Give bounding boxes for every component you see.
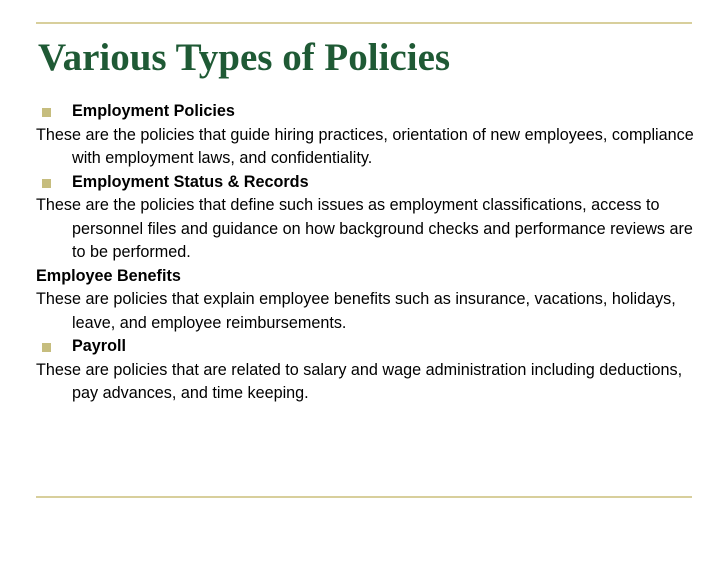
slide-title: Various Types of Policies: [38, 36, 451, 79]
square-bullet-icon: [42, 108, 51, 117]
section-heading-employee-benefits: [36, 265, 696, 289]
section-text-employment-policies: These are the policies that guide hiring practices, orientation of new employees, compliance with employment laws, and confidentiality.: [36, 125, 694, 167]
section-heading-employment-status: [36, 171, 696, 195]
top-divider: [36, 22, 692, 24]
section-text-payroll: These are policies that are related to salary and wage administration including deductions, pay advances, and time keeping.: [36, 360, 683, 402]
bottom-divider: [36, 496, 692, 498]
section-heading-payroll: [36, 335, 696, 359]
slide-content: [36, 100, 696, 406]
section-heading-label: Employment Policies: [72, 102, 235, 120]
section-text-employment-status: These are the policies that define such issues as employment classifications, access to personnel files and guidance on how background checks and performance reviews are to be performed.: [36, 196, 693, 261]
square-bullet-icon: [42, 179, 51, 188]
section-heading-label: Employee Benefits: [36, 266, 181, 285]
section-heading-label: Employment Status & Records: [72, 172, 309, 191]
section-heading-label: Payroll: [72, 337, 126, 355]
section-text-employee-benefits: These are policies that explain employee benefits such as insurance, vacations, holidays, leave, and employee reimbursements.: [36, 290, 676, 332]
section-heading-employment-policies: [36, 100, 696, 124]
square-bullet-icon: [42, 343, 51, 352]
